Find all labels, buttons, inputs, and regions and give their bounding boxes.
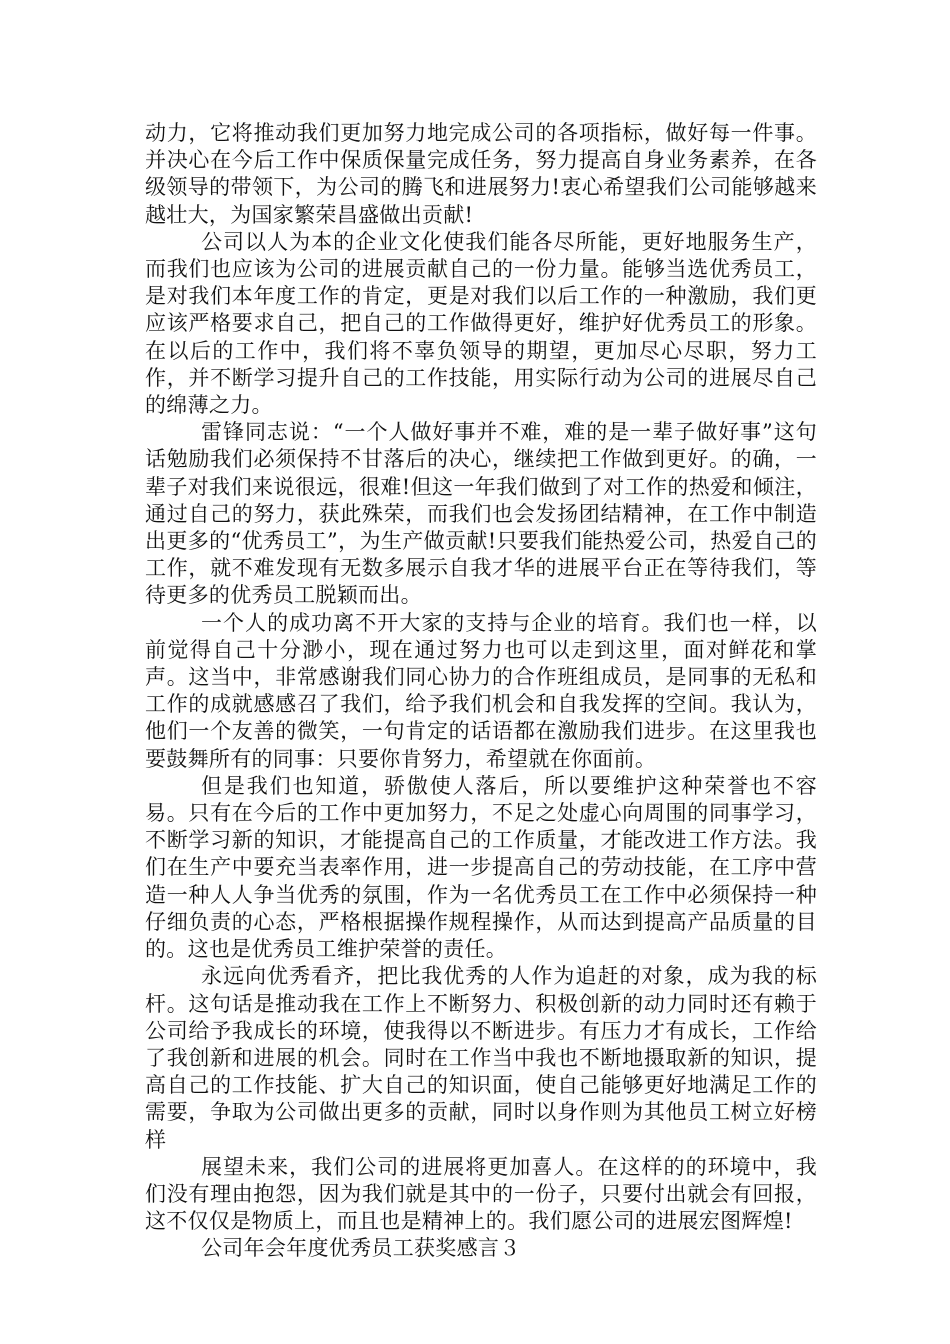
section-heading: 公司年会年度优秀员工获奖感言３ xyxy=(201,1236,521,1261)
paragraph-future-outlook: 展望未来，我们公司的进展将更加喜人。在这样的的环境中，我们没有理由抱怨，因为我们就是其中的一份子，只要付出就会有回报，这不仅仅是物质上，而且也是精神上的。我们愿公司的进展宏图辉煌! xyxy=(145,1154,817,1234)
paragraph-success-support: 一个人的成功离不开大家的支持与企业的培育。我们也一样，以前觉得自己十分渺小，现在通过努力也可以走到这里，面对鲜花和掌声。这当中，非常感谢我们同心协力的合作班组成员，是同事的无私和工作的成就感感召了我们，给予我们机会和自我发挥的空间。我认为，他们一个友善的微笑，一句肯定的话语都在激励我们进步。在这里我也要鼓舞所有的同事：只要你肯努力，希望就在你面前。 xyxy=(145,610,817,771)
paragraph-benchmark: 永远向优秀看齐，把比我优秀的人作为追赶的对象，成为我的标杆。这句话是推动我在工作上不断努力、积极创新的动力同时还有赖于公司给予我成长的环境，使我得以不断进步。有压力才有成长，工作给了我创新和进展的机会。同时在工作当中我也不断地摄取新的知识，提高自己的工作技能、扩大自己的知识面，使自己能够更好地满足工作的需要，争取为公司做出更多的贡献，同时以身作则为其他员工树立好榜样 xyxy=(145,964,817,1152)
document-body xyxy=(145,120,817,1263)
paragraph-lei-feng-quote: 雷锋同志说：“一个人做好事并不难，难的是一辈子做好事”这句话勉励我们必须保持不甘落后的决心，继续把工作做到更好。的确，一辈子对我们来说很远，很难!但这一年我们做到了对工作的热爱和倾注，通过自己的努力，获此殊荣，而我们也会发扬团结精神，在工作中制造出更多的“优秀员工”，为生产做贡献!只要我们能热爱公司，热爱自己的工作，就不难发现有无数多展示自我才华的进展平台正在等待我们，等待更多的优秀员工脱颖而出。 xyxy=(145,420,817,608)
paragraph-honor-responsibility: 但是我们也知道，骄傲使人落后，所以要维护这种荣誉也不容易。只有在今后的工作中更加努力，不足之处虚心向周围的同事学习，不断学习新的知识，才能提高自己的工作质量，才能改进工作方法。我们在生产中要充当表率作用，进一步提高自己的劳动技能，在工序中营造一种人人争当优秀的氛围，作为一名优秀员工在工作中必须保持一种仔细负责的心态，严格根据操作规程操作，从而达到提高产品质量的目的。这也是优秀员工维护荣誉的责任。 xyxy=(145,773,817,962)
paragraph-corporate-culture: 公司以人为本的企业文化使我们能各尽所能，更好地服务生产，而我们也应该为公司的进展贡献自己的一份力量。能够当选优秀员工，是对我们本年度工作的肯定，更是对我们以后工作的一种激励，我们更应该严格要求自己，把自己的工作做得更好，维护好优秀员工的形象。在以后的工作中，我们将不辜负领导的期望，更加尽心尽职，努力工作，并不断学习提升自己的工作技能，用实际行动为公司的进展尽自己的绵薄之力。 xyxy=(145,229,817,418)
paragraph-continuation: 动力，它将推动我们更加努力地完成公司的各项指标，做好每一件事。并决心在今后工作中保质保量完成任务，努力提高自身业务素养，在各级领导的带领下，为公司的腾飞和进展努力!衷心希望我们公司能够越来越壮大，为国家繁荣昌盛做出贡献! xyxy=(145,121,817,227)
